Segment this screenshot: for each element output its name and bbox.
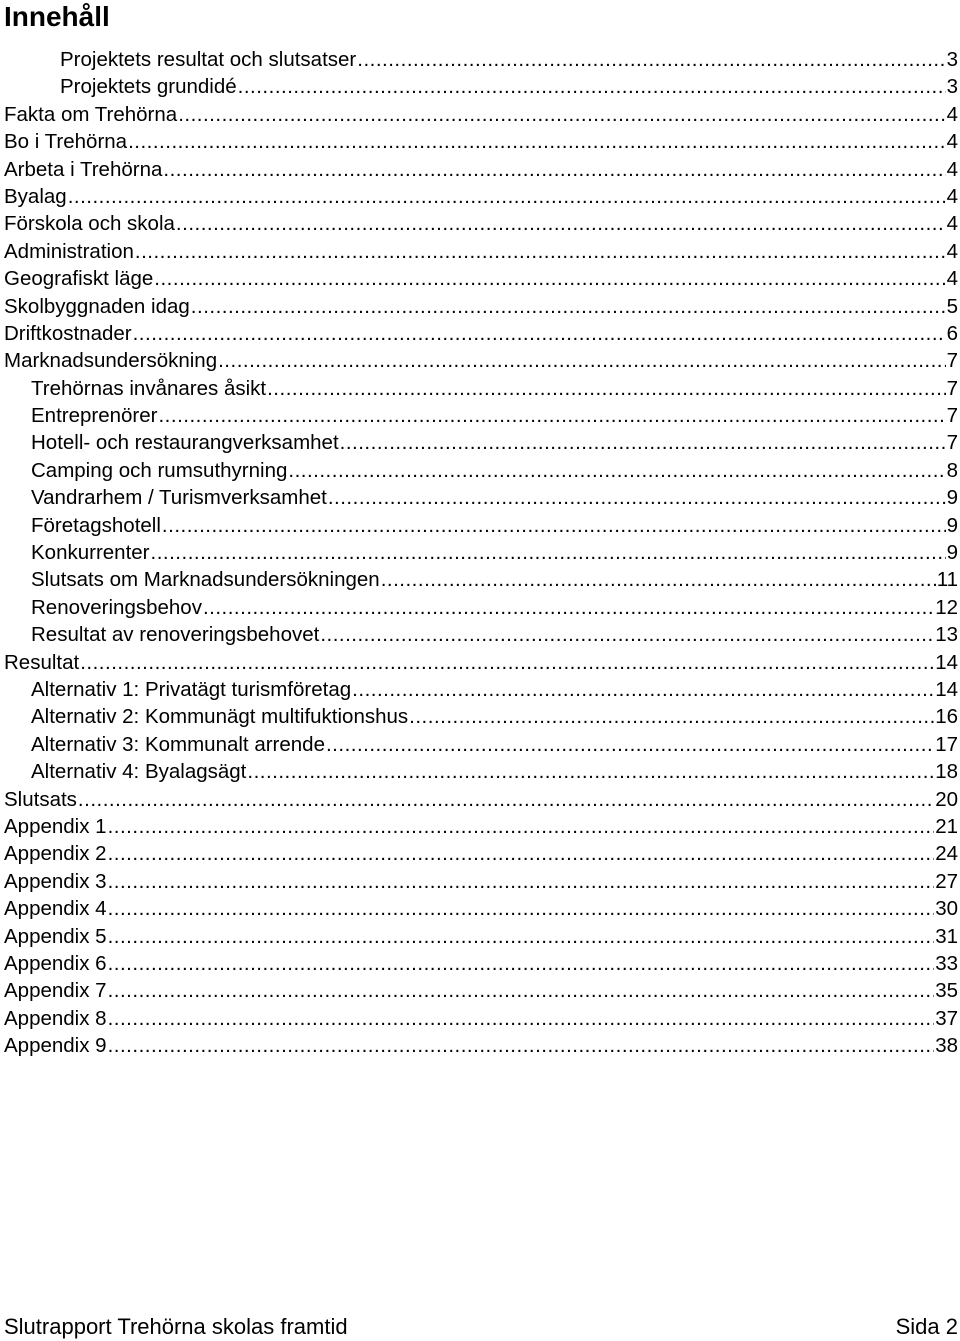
toc-entry[interactable] (0, 868, 960, 895)
toc-entry-page-number: 4 (946, 239, 958, 263)
toc-entry-label: Byalag (4, 184, 67, 208)
toc-entry-label: Appendix 8 (4, 1006, 107, 1030)
toc-entry-label: Entreprenörer (31, 404, 158, 428)
toc-entry-page-number: 14 (935, 677, 958, 701)
toc-dot-leader (381, 566, 936, 593)
toc-entry-label: Appendix 1 (4, 814, 107, 838)
toc-dot-leader (108, 977, 935, 1004)
toc-entry[interactable] (0, 649, 960, 676)
toc-entry-page-number: 4 (946, 212, 958, 236)
toc-entry-page-number: 27 (935, 869, 958, 893)
toc-entry[interactable] (0, 210, 960, 237)
toc-entry-page-number: 7 (946, 376, 958, 400)
toc-entry-label: Alternativ 4: Byalagsägt (31, 760, 247, 784)
toc-entry-page-number: 31 (935, 924, 958, 948)
toc-entry[interactable] (0, 1032, 960, 1059)
toc-entry[interactable] (0, 293, 960, 320)
toc-entry-page-number: 4 (946, 184, 958, 208)
toc-entry[interactable] (0, 183, 960, 210)
toc-entry-page-number: 14 (935, 650, 958, 674)
toc-entry[interactable] (0, 402, 960, 429)
toc-entry-page-number: 20 (935, 787, 958, 811)
toc-dot-leader (151, 539, 946, 566)
toc-entry-label: Hotell- och restaurangverksamhet (31, 431, 339, 455)
toc-entry[interactable] (0, 840, 960, 867)
toc-entry-label: Alternativ 3: Kommunalt arrende (31, 732, 325, 756)
toc-entry[interactable] (0, 594, 960, 621)
toc-entry-label: Arbeta i Trehörna (4, 157, 163, 181)
toc-dot-leader (340, 429, 946, 456)
toc-entry-label: Appendix 3 (4, 869, 107, 893)
toc-dot-leader (320, 621, 934, 648)
toc-entry-page-number: 7 (946, 349, 958, 373)
toc-dot-leader (238, 73, 946, 100)
toc-entry[interactable] (0, 484, 960, 511)
toc-entry-label: Projektets resultat och slutsatser (60, 48, 357, 71)
toc-entry[interactable] (0, 46, 960, 73)
toc-entry[interactable] (0, 703, 960, 730)
toc-dot-leader (108, 868, 935, 895)
toc-entry-label: Alternativ 2: Kommunägt multifuktionshus (31, 705, 409, 729)
toc-entry[interactable] (0, 923, 960, 950)
page-title: Innehåll (4, 1, 110, 32)
toc-entry-page-number: 18 (935, 760, 958, 784)
footer-document-title: Slutrapport Trehörna skolas framtid (4, 1314, 348, 1339)
toc-dot-leader (135, 238, 946, 265)
toc-entry-label: Appendix 4 (4, 897, 107, 921)
toc-dot-leader (133, 320, 946, 347)
toc-dot-leader (108, 813, 935, 840)
toc-entry[interactable] (0, 429, 960, 456)
toc-entry[interactable] (0, 73, 960, 100)
table-of-contents (0, 46, 960, 1059)
toc-dot-leader (108, 840, 935, 867)
toc-entry[interactable] (0, 128, 960, 155)
toc-dot-leader (154, 265, 945, 292)
toc-entry[interactable] (0, 512, 960, 539)
toc-entry-page-number: 11 (936, 568, 958, 592)
toc-entry-label: Skolbyggnaden idag (4, 294, 190, 318)
toc-entry-label: Fakta om Trehörna (4, 102, 178, 126)
toc-entry[interactable] (0, 950, 960, 977)
toc-entry-page-number: 4 (946, 157, 958, 181)
toc-entry[interactable] (0, 539, 960, 566)
toc-entry[interactable] (0, 621, 960, 648)
toc-entry-page-number: 12 (935, 595, 958, 619)
toc-dot-leader (108, 950, 935, 977)
toc-entry-label: Driftkostnader (4, 321, 132, 345)
toc-entry-label: Projektets grundidé (60, 75, 237, 99)
page-footer (4, 1313, 958, 1341)
toc-entry-label: Konkurrenter (31, 541, 150, 565)
toc-dot-leader (80, 649, 934, 676)
toc-dot-leader (78, 786, 934, 813)
toc-entry-page-number: 37 (935, 1006, 958, 1030)
toc-entry[interactable] (0, 375, 960, 402)
toc-entry[interactable] (0, 676, 960, 703)
toc-entry-label: Resultat (4, 650, 80, 674)
toc-entry[interactable] (0, 347, 960, 374)
toc-dot-leader (352, 676, 934, 703)
toc-dot-leader (163, 156, 945, 183)
toc-dot-leader (409, 703, 934, 730)
toc-entry-page-number: 35 (935, 979, 958, 1003)
toc-entry-label: Marknadsundersökning (4, 349, 218, 373)
toc-entry-label: Förskola och skola (4, 212, 175, 236)
toc-dot-leader (288, 457, 945, 484)
toc-entry-label: Vandrarhem / Turismverksamhet (31, 486, 327, 510)
toc-entry-page-number: 8 (946, 458, 958, 482)
toc-entry-label: Appendix 9 (4, 1034, 107, 1058)
toc-entry-page-number: 4 (946, 130, 958, 154)
toc-dot-leader (108, 895, 935, 922)
toc-dot-leader (162, 512, 946, 539)
toc-dot-leader (108, 923, 935, 950)
toc-entry-page-number: 5 (946, 294, 958, 318)
toc-entry-page-number: 7 (946, 404, 958, 428)
toc-entry-page-number: 4 (946, 102, 958, 126)
toc-dot-leader (218, 347, 945, 374)
toc-dot-leader (128, 128, 946, 155)
toc-entry-label: Geografiskt läge (4, 267, 154, 291)
toc-entry[interactable] (0, 265, 960, 292)
toc-entry[interactable] (0, 238, 960, 265)
toc-entry-label: Appendix 2 (4, 842, 107, 866)
toc-entry-page-number: 3 (946, 75, 958, 99)
toc-entry-label: Bo i Trehörna (4, 130, 128, 154)
toc-entry-page-number: 24 (935, 842, 958, 866)
toc-dot-leader (326, 731, 934, 758)
toc-entry-page-number: 9 (946, 513, 958, 537)
toc-entry[interactable] (0, 895, 960, 922)
toc-entry-label: Appendix 5 (4, 924, 107, 948)
toc-dot-leader (178, 101, 945, 128)
toc-entry-page-number: 9 (946, 541, 958, 565)
toc-entry[interactable] (0, 156, 960, 183)
toc-dot-leader (108, 1005, 935, 1032)
toc-entry-page-number: 16 (935, 705, 958, 729)
toc-entry-page-number: 4 (946, 267, 958, 291)
toc-entry-page-number: 7 (946, 431, 958, 455)
toc-entry-label: Företagshotell (31, 513, 161, 537)
toc-entry-page-number: 6 (946, 321, 958, 345)
toc-entry-label: Camping och rumsuthyrning (31, 458, 288, 482)
toc-entry-label: Slutsats om Marknadsundersökningen (31, 568, 380, 592)
toc-entry[interactable] (0, 101, 960, 128)
toc-entry[interactable] (0, 566, 960, 593)
toc-entry-label: Renoveringsbehov (31, 595, 202, 619)
toc-entry-page-number: 3 (946, 48, 958, 71)
footer-page-number: Sida 2 (895, 1314, 958, 1339)
toc-entry-label: Appendix 6 (4, 951, 107, 975)
toc-entry-label: Slutsats (4, 787, 77, 811)
toc-dot-leader (247, 758, 934, 785)
toc-dot-leader (357, 46, 945, 73)
toc-dot-leader (328, 484, 946, 511)
toc-entry[interactable] (0, 758, 960, 785)
toc-entry[interactable] (0, 786, 960, 813)
toc-entry-page-number: 33 (935, 951, 958, 975)
toc-dot-leader (108, 1032, 935, 1059)
toc-dot-leader (68, 183, 946, 210)
toc-dot-leader (267, 375, 945, 402)
toc-entry[interactable] (0, 457, 960, 484)
toc-entry-label: Trehörnas invånares åsikt (31, 376, 267, 400)
toc-entry[interactable] (0, 977, 960, 1004)
toc-dot-leader (203, 594, 934, 621)
toc-dot-leader (158, 402, 945, 429)
toc-entry-page-number: 21 (935, 814, 958, 838)
toc-entry[interactable] (0, 1005, 960, 1032)
toc-entry[interactable] (0, 731, 960, 758)
toc-entry[interactable] (0, 813, 960, 840)
toc-entry-page-number: 38 (935, 1034, 958, 1058)
toc-entry-page-number: 13 (935, 623, 958, 647)
toc-entry[interactable] (0, 320, 960, 347)
toc-entry-label: Alternativ 1: Privatägt turismföretag (31, 677, 352, 701)
toc-entry-label: Resultat av renoveringsbehovet (31, 623, 320, 647)
toc-entry-page-number: 17 (935, 732, 958, 756)
toc-dot-leader (176, 210, 946, 237)
toc-dot-leader (191, 293, 946, 320)
toc-entry-label: Administration (4, 239, 134, 263)
toc-entry-page-number: 9 (946, 486, 958, 510)
toc-entry-page-number: 30 (935, 897, 958, 921)
toc-entry-label: Appendix 7 (4, 979, 107, 1003)
